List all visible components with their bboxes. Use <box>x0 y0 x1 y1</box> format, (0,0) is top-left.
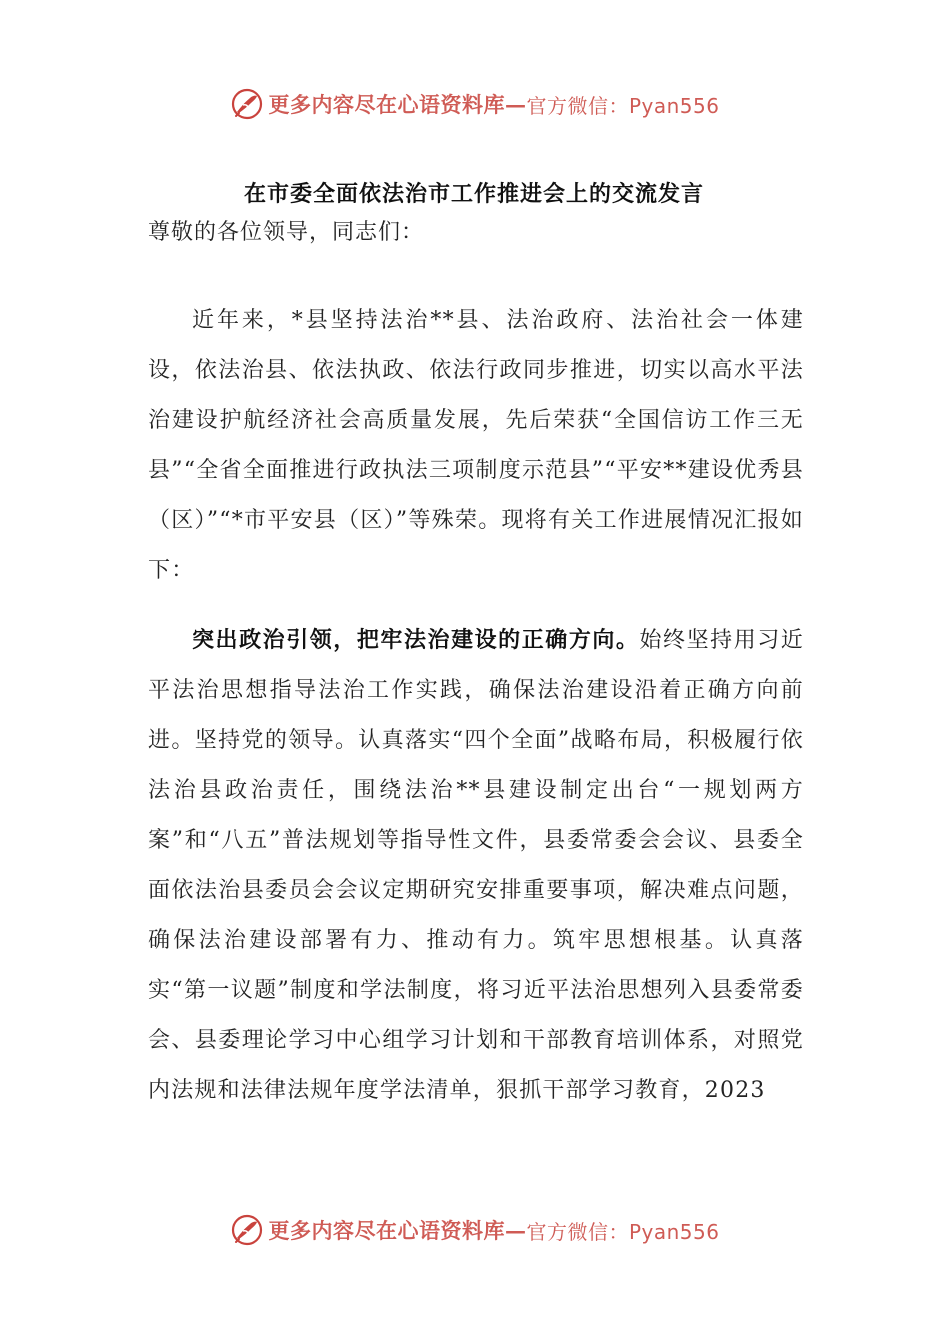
paragraph-lead: 突出政治引领，把牢法治建设的正确方向。 <box>192 627 640 653</box>
paragraph-intro <box>148 295 804 596</box>
salutation: 尊敬的各位领导，同志们： <box>148 220 425 245</box>
watermark-dash: — <box>504 91 527 117</box>
paragraph-text: 始终坚持用习近平法治思想指导法治工作实践，确保法治建设沿着正确方向前进。坚持党的领导。认真落实“四个全面”战略布局，积极履行依法治县政治责任，围绕法治**县建设制定出台“一规划两方案”和“八五”普法规划等指导性文件，县委常委会会议、县委全面依法治县委员会会议定期研究安排重要事项，解决难点问题，确保法治建设部署有力、推动有力。筑牢思想根基。认真落实“第一议题”制度和学法制度，将习近平法治思想列入县委常委会、县委理论学习中心组学习计划和干部教育培训体系，对照党内法规和法律法规年度学法清单，狠抓干部学习教育，2023 <box>148 628 804 1103</box>
paragraph-text: 近年来，*县坚持法治**县、法治政府、法治社会一体建设，依法治县、依法执政、依法行政同步推进，切实以高水平法治建设护航经济社会高质量发展，先后荣获“全国信访工作三无县”“全省全面推进行政执法三项制度示范县”“平安**建设优秀县（区）”“*市平安县（区）”等殊荣。现将有关工作进展情况汇报如下： <box>148 308 804 583</box>
watermark-contact: 官方微信：Pyan556 <box>526 1219 720 1244</box>
document-body <box>148 295 804 1116</box>
pen-logo-icon <box>230 1213 264 1247</box>
watermark-text: 更多内容尽在心语资料库 <box>268 92 505 117</box>
document-title: 在市委全面依法治市工作推进会上的交流发言 <box>243 181 704 207</box>
paragraph-political-leadership <box>148 615 804 1116</box>
watermark-footer <box>0 1210 950 1250</box>
pen-logo-icon <box>230 87 264 121</box>
watermark-contact: 官方微信：Pyan556 <box>526 93 720 118</box>
watermark-dash: — <box>504 1217 527 1243</box>
watermark-header <box>0 84 950 124</box>
watermark-text: 更多内容尽在心语资料库 <box>268 1218 505 1243</box>
